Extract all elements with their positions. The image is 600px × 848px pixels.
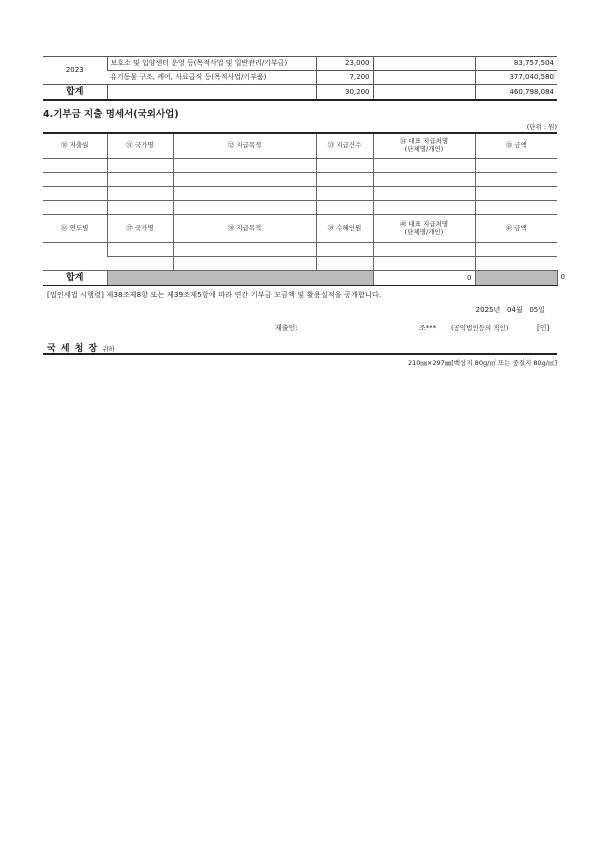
col-header-amount: ㉟ 금액	[475, 133, 557, 159]
count-cell: 23,000	[316, 57, 373, 71]
empty-cell	[107, 85, 316, 101]
total-label: 합계	[43, 85, 107, 101]
recipient-office: 국 세 청 장	[47, 344, 99, 354]
total-row	[43, 85, 557, 101]
total-amount: 460,798,084	[475, 85, 557, 101]
col-header-purpose: ㊳ 지급목적	[173, 215, 316, 243]
col-header-country: ㉛ 국가명	[107, 133, 173, 159]
header-row	[43, 133, 557, 159]
col-header-recipient: ㉞ 대표 지급처명 (단체명/개인)	[373, 133, 475, 159]
table-row	[43, 243, 557, 257]
total-count: 0	[373, 271, 475, 286]
section-title: 4.기부금 지출 명세서(국외사업)	[43, 109, 179, 120]
submitter-row	[43, 323, 557, 335]
table-row	[43, 257, 557, 271]
table-row	[43, 201, 557, 215]
amount-cell: 377,040,580	[475, 71, 557, 85]
total-row: 합계 0 0	[43, 271, 557, 286]
recipient-line	[43, 341, 557, 355]
amount-cell: 83,757,504	[475, 57, 557, 71]
shaded-cell	[107, 271, 373, 286]
col-header-count: ㉝ 지급건수	[316, 133, 373, 159]
count-cell: 7,200	[316, 71, 373, 85]
table-row	[43, 187, 557, 201]
document-body	[43, 56, 565, 368]
seal-mark: [인]	[537, 324, 550, 332]
total-count: 30,200	[316, 85, 373, 101]
unit-label: (단위 : 원)	[526, 123, 557, 131]
col-header-year: ㊱ 연도별	[43, 215, 107, 243]
empty-cell	[373, 85, 475, 101]
shaded-cell	[475, 271, 557, 286]
col-header-amount: ㊶ 금액	[475, 215, 557, 243]
date-year: 2025	[475, 306, 494, 314]
table-row	[43, 57, 557, 71]
col-header-month: ㉚ 지출월	[43, 133, 107, 159]
col-header-purpose: ㉜ 지급목적	[173, 133, 316, 159]
date-day: 05	[529, 306, 539, 314]
recipient-suffix: 귀하	[102, 345, 115, 353]
submitter-name: 조***	[419, 324, 437, 332]
total-label: 합계	[43, 271, 107, 286]
table-row	[43, 159, 557, 173]
paper-spec: 210㎜×297㎜[백상지 80g/㎡ 또는 중질지 80g/㎡]	[407, 359, 557, 367]
col-header-recipient: ㊵ 대표 지급처명 (단체명/개인)	[373, 215, 475, 243]
col-header-beneficiaries: ㊴ 수혜인원	[316, 215, 373, 243]
date-month: 04	[506, 306, 516, 314]
table-row	[43, 173, 557, 187]
purpose-cell: 보호소 및 입양센터 운영 등(목적사업 및 일반관리/기부금)	[107, 57, 316, 71]
law-notice: [법인세법 시행령] 제38조제8항 또는 제39조제5항에 따라 연간 기부금 모금액 및 활용실적을 공개합니다.	[47, 291, 382, 299]
col-header-country: ㊲ 국가명	[107, 215, 173, 243]
recipient-cell	[373, 57, 475, 71]
table-row	[43, 71, 557, 85]
header-row	[43, 215, 557, 243]
overseas-expense-table	[43, 132, 565, 286]
seal-role: (공익법인등의 직인)	[451, 324, 509, 332]
activity-table	[43, 56, 557, 101]
purpose-cell: 유기동물 구조, 케어, 사료급식 등(목적사업/기부품)	[107, 71, 316, 85]
submission-date: 2025년 04월 05일	[475, 306, 545, 314]
year-cell: 2023	[43, 57, 107, 85]
submitter-label: 제출인:	[275, 324, 298, 332]
recipient-cell	[373, 71, 475, 85]
